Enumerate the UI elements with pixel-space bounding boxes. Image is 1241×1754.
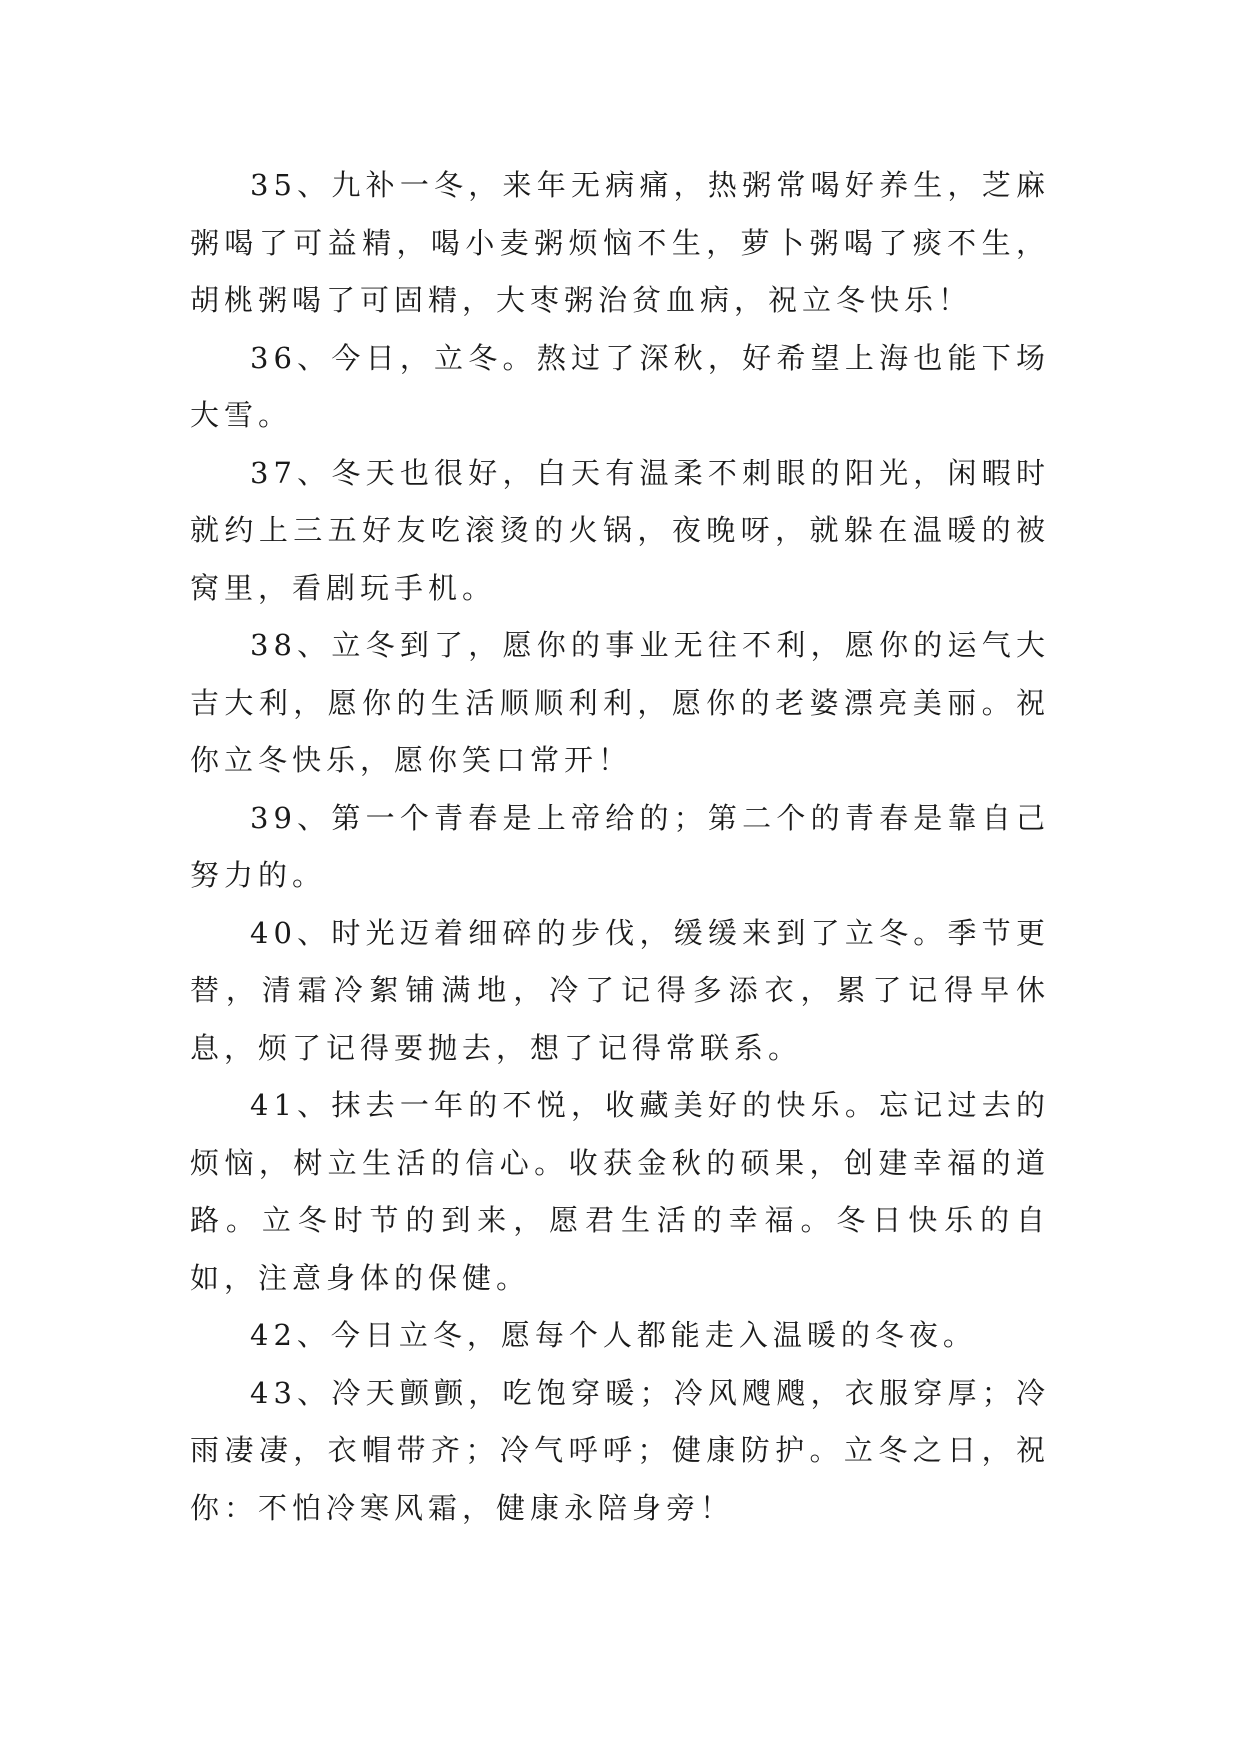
- paragraph-35: 35、九补一冬，来年无病痛，热粥常喝好养生，芝麻粥喝了可益精，喝小麦粥烦恼不生，萝卜粥喝了痰不生，胡桃粥喝了可固精，大枣粥治贫血病，祝立冬快乐！: [190, 168, 1050, 317]
- paragraph-37: 37、冬天也很好，白天有温柔不刺眼的阳光，闲暇时就约上三五好友吃滚烫的火锅，夜晚呀，就躲在温暖的被窝里，看剧玩手机。: [190, 455, 1050, 605]
- paragraph-43: 43、冷天颤颤，吃饱穿暖；冷风飕飕，衣服穿厚；冷雨凄凄，衣帽带齐；冷气呼呼；健康防护。立冬之日，祝你：不怕冷寒风霜，健康永陪身旁！: [190, 1375, 1050, 1525]
- document-body: [190, 157, 1050, 1537]
- paragraph-36: 36、今日，立冬。熬过了深秋，好希望上海也能下场大雪。: [190, 340, 1050, 432]
- paragraph-41: 41、抹去一年的不悦，收藏美好的快乐。忘记过去的烦恼，树立生活的信心。收获金秋的硕果，创建幸福的道路。立冬时节的到来，愿君生活的幸福。冬日快乐的自如，注意身体的保健。: [190, 1088, 1050, 1295]
- paragraph-38: 38、立冬到了，愿你的事业无往不利，愿你的运气大吉大利，愿你的生活顺顺利利，愿你的老婆漂亮美丽。祝你立冬快乐，愿你笑口常开！: [190, 628, 1050, 777]
- paragraph-40: 40、时光迈着细碎的步伐，缓缓来到了立冬。季节更替，清霜冷絮铺满地，冷了记得多添衣，累了记得早休息，烦了记得要抛去，想了记得常联系。: [190, 915, 1050, 1065]
- paragraph-42: 42、今日立冬，愿每个人都能走入温暖的冬夜。: [250, 1318, 977, 1352]
- paragraph-39: 39、第一个青春是上帝给的；第二个的青春是靠自己努力的。: [190, 800, 1050, 892]
